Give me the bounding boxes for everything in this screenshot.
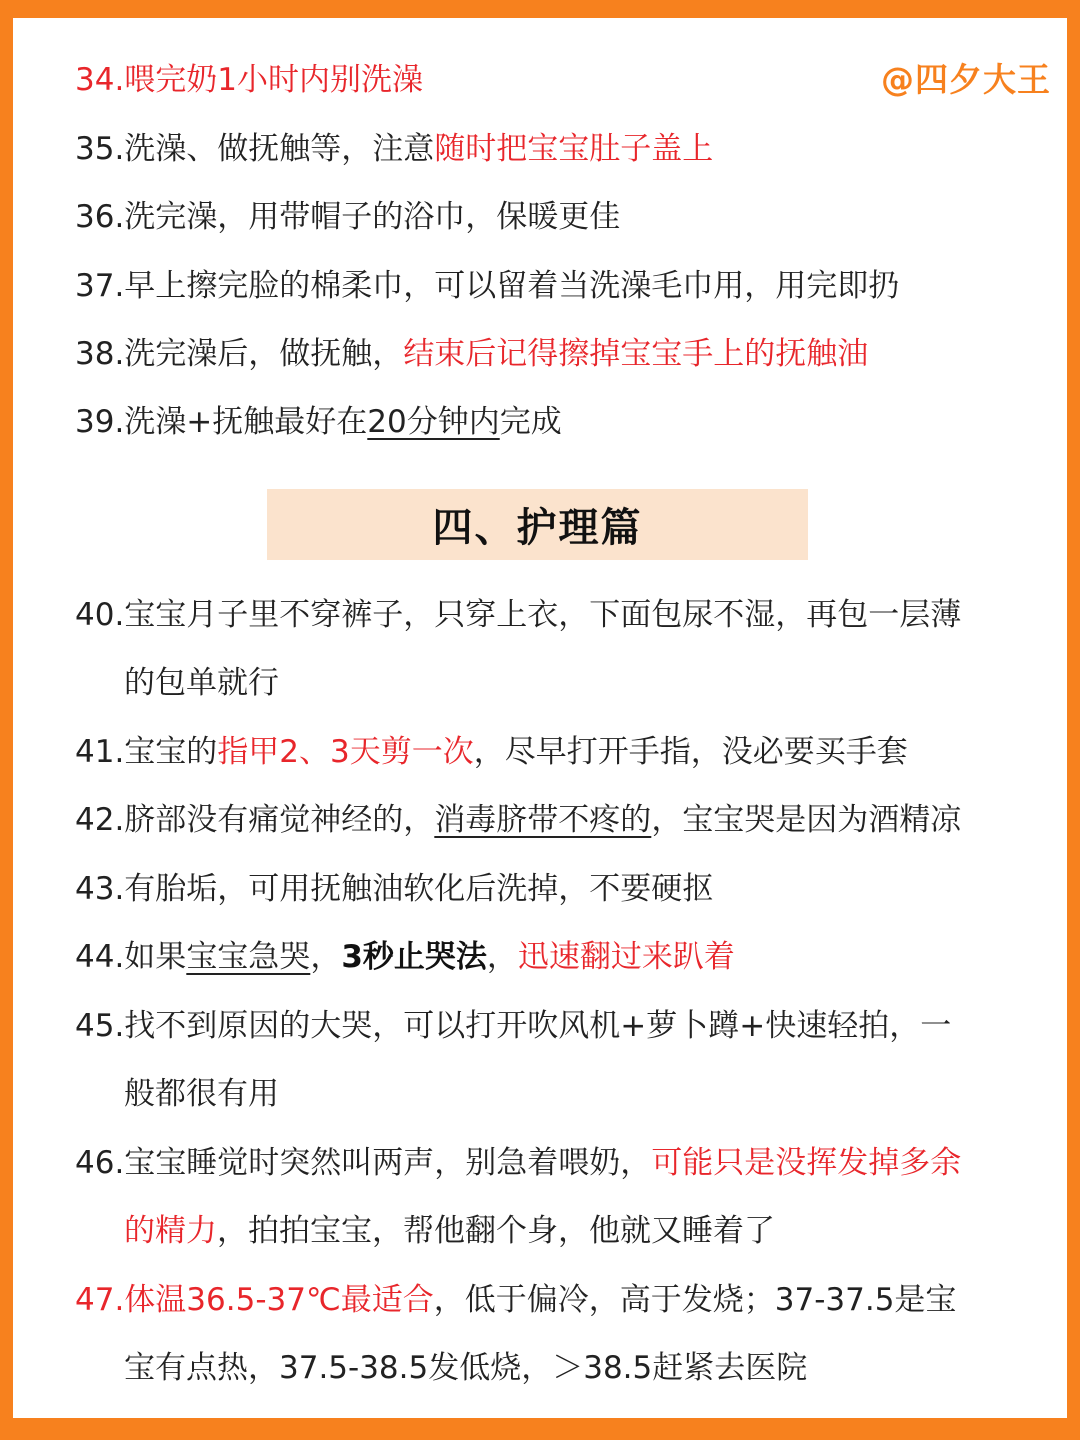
tip-39-text: 39.洗澡+抚触最好在 <box>75 404 368 440</box>
tip-39-underline: 20分钟内 <box>367 404 500 440</box>
tip-44-text: 44.如果 <box>75 939 187 975</box>
tip-39 <box>75 402 562 442</box>
tip-47-line-2: 宝有点热，37.5-38.5发低烧，＞38.5赶紧去医院 <box>124 1350 808 1386</box>
tip-40-line-2: 的包单就行 <box>124 665 279 701</box>
tip-46-line-1 <box>75 1143 961 1183</box>
tip-41 <box>75 732 908 772</box>
tip-44-bold: 3秒止哭法 <box>341 939 487 975</box>
tip-46-highlight-end: 的精力 <box>124 1213 217 1249</box>
author-watermark: @四夕大王 <box>881 60 1051 99</box>
tip-34: 34.喂完奶1小时内别洗澡 <box>75 62 424 98</box>
tip-44-comma-1: ， <box>310 939 342 975</box>
tip-35 <box>75 129 713 169</box>
tip-36: 36.洗完澡，用带帽子的浴巾，保暖更佳 <box>75 199 621 235</box>
tip-41-text: 41.宝宝的 <box>75 734 218 770</box>
tip-44-highlight: 迅速翻过来趴着 <box>517 939 735 975</box>
tip-46-highlight: 可能只是没挥发掉多余 <box>651 1145 962 1181</box>
tip-41-highlight: 指甲2、3天剪一次 <box>217 734 474 770</box>
tip-47-highlight: 47.体温36.5-37℃最适合 <box>75 1282 434 1318</box>
tip-46-text: 46.宝宝睡觉时突然叫两声，别急着喂奶， <box>75 1145 652 1181</box>
section-title: 四、护理篇 <box>432 505 643 551</box>
tip-35-highlight: 随时把宝宝肚子盖上 <box>434 131 714 167</box>
tip-40-line-1: 40.宝宝月子里不穿裤子，只穿上衣，下面包尿不湿，再包一层薄 <box>75 597 962 633</box>
tip-45-line-2: 般都很有用 <box>124 1076 279 1112</box>
content-card <box>13 18 1067 1418</box>
tip-35-text: 35.洗澡、做抚触等，注意 <box>75 131 435 167</box>
tip-43: 43.有胎垢，可用抚触油软化后洗掉，不要硬抠 <box>75 871 714 907</box>
tip-44 <box>75 937 735 977</box>
tip-46-line-2 <box>124 1211 775 1251</box>
tip-38-highlight: 结束后记得擦掉宝宝手上的抚触油 <box>403 336 869 372</box>
tip-47-line-1 <box>75 1280 956 1320</box>
tip-47-text: ，低于偏冷，高于发烧；37-37.5是宝 <box>433 1282 957 1318</box>
tip-42-underline: 消毒脐带不疼的 <box>434 802 652 838</box>
tip-44-comma-2: ， <box>486 939 518 975</box>
tip-46-end: ，拍拍宝宝，帮他翻个身，他就又睡着了 <box>217 1213 775 1249</box>
tip-38 <box>75 334 868 374</box>
tip-37: 37.早上擦完脸的棉柔巾，可以留着当洗澡毛巾用，用完即扔 <box>75 268 900 304</box>
tip-44-underline: 宝宝急哭 <box>186 939 311 975</box>
tip-38-text: 38.洗完澡后，做抚触， <box>75 336 404 372</box>
tip-42-end: ，宝宝哭是因为酒精凉 <box>651 802 962 838</box>
tip-45-line-1: 45.找不到原因的大哭，可以打开吹风机+萝卜蹲+快速轻拍，一 <box>75 1008 952 1044</box>
tip-39-end: 完成 <box>499 404 562 440</box>
tip-42 <box>75 800 961 840</box>
tip-41-end: ，尽早打开手指，没必要买手套 <box>473 734 908 770</box>
section-header <box>267 489 808 560</box>
tip-42-text: 42.脐部没有痛觉神经的， <box>75 802 435 838</box>
